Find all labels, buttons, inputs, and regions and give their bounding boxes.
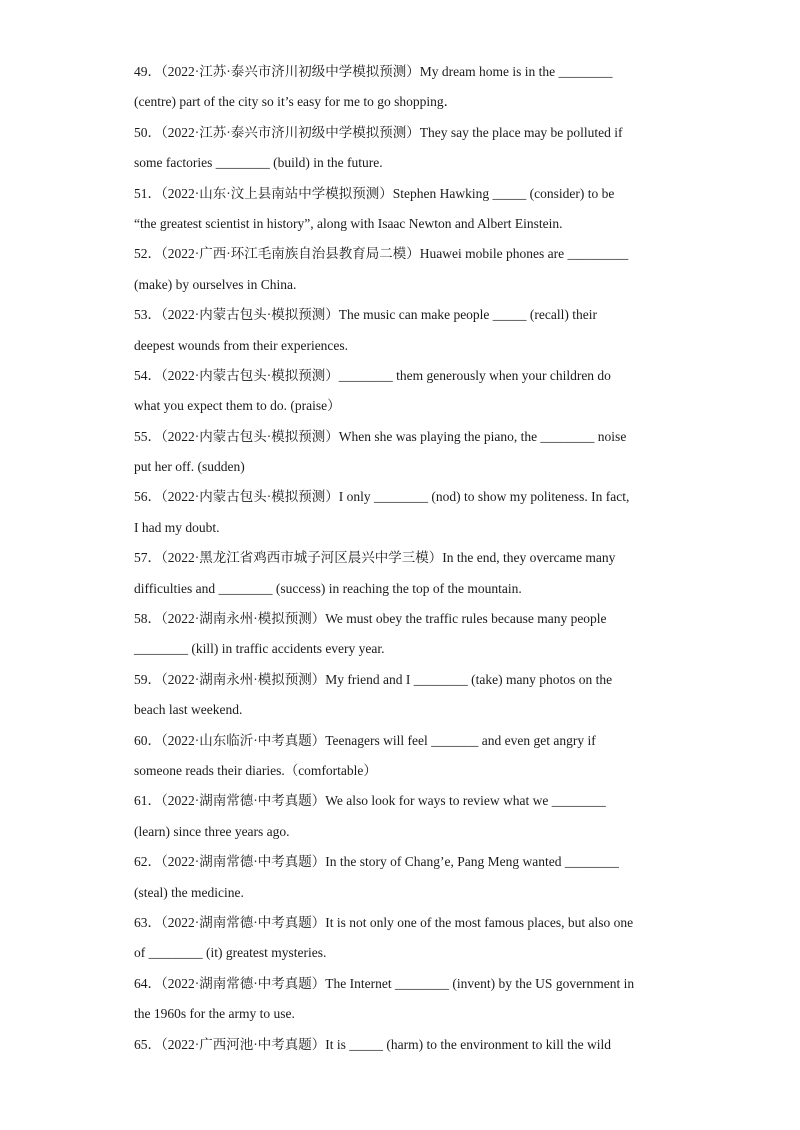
question-continuation-line: put her off. (sudden) <box>134 459 245 475</box>
question-continuation-line: I had my doubt. <box>134 519 220 535</box>
question-continuation-line: of ________ (it) greatest mysteries. <box>134 945 327 961</box>
question-text-line: 51．（2022·山东·汶上县南站中学模拟预测）Stephen Hawking _____ (consider) to be <box>134 185 615 201</box>
question-item <box>134 1030 670 1060</box>
question-text-line: 54．（2022·内蒙古包头·模拟预测）________ them generously when your children do <box>134 367 611 383</box>
question-item <box>134 543 670 604</box>
question-text-line: 55．（2022·内蒙古包头·模拟预测）When she was playing the piano, the ________ noise <box>134 428 627 444</box>
question-text-line: 57．（2022·黑龙江省鸡西市城子河区晨兴中学三模）In the end, they overcame many <box>134 550 616 566</box>
question-text-line: 50．（2022·江苏·泰兴市济川初级中学模拟预测）They say the place may be polluted if <box>134 124 623 140</box>
question-continuation-line: deepest wounds from their experiences. <box>134 337 349 353</box>
question-text-line: 53．（2022·内蒙古包头·模拟预测）The music can make people _____ (recall) their <box>134 307 598 323</box>
question-text-line: 56．（2022·内蒙古包头·模拟预测）I only ________ (nod) to show my politeness. In fact, <box>134 489 630 505</box>
question-item <box>134 239 670 300</box>
question-text-line: 61．（2022·湖南常德·中考真题）We also look for ways to review what we ________ <box>134 793 606 809</box>
question-continuation-line: what you expect them to do. (praise） <box>134 398 341 414</box>
question-text-line: 63．（2022·湖南常德·中考真题）It is not only one of the most famous places, but also one <box>134 914 634 930</box>
question-text-line: 65．（2022·广西河池·中考真题）It is _____ (harm) to the environment to kill the wild <box>134 1036 611 1052</box>
question-continuation-line: (make) by ourselves in China. <box>134 276 297 292</box>
question-item <box>134 847 670 908</box>
question-text-line: 64．（2022·湖南常德·中考真题）The Internet ________ (invent) by the US government in <box>134 975 635 991</box>
question-item <box>134 422 670 483</box>
question-item <box>134 786 670 847</box>
question-item <box>134 482 670 543</box>
question-item <box>134 908 670 969</box>
question-item <box>134 118 670 179</box>
question-text-line: 62．（2022·湖南常德·中考真题）In the story of Chang’e, Pang Meng wanted ________ <box>134 854 619 870</box>
question-item <box>134 57 670 118</box>
question-item <box>134 300 670 361</box>
question-list <box>134 57 670 1060</box>
question-item <box>134 665 670 726</box>
question-text-line: 60．（2022·山东临沂·中考真题）Teenagers will feel _______ and even get angry if <box>134 732 596 748</box>
question-text-line: 49．（2022·江苏·泰兴市济川初级中学模拟预测）My dream home is in the ________ <box>134 64 613 79</box>
question-continuation-line: (steal) the medicine. <box>134 884 244 900</box>
question-text-line: 52．（2022·广西·环江毛南族自治县教育局二模）Huawei mobile phones are _________ <box>134 246 629 262</box>
question-continuation-line: difficulties and ________ (success) in reaching the top of the mountain. <box>134 580 522 596</box>
question-continuation-line: “the greatest scientist in history”, along with Isaac Newton and Albert Einstein. <box>134 215 563 231</box>
question-continuation-line: (learn) since three years ago. <box>134 823 290 839</box>
question-continuation-line: beach last weekend. <box>134 702 243 718</box>
question-item <box>134 179 670 240</box>
question-continuation-line: ________ (kill) in traffic accidents every year. <box>134 641 385 657</box>
question-item <box>134 726 670 787</box>
question-text-line: 59．（2022·湖南永州·模拟预测）My friend and I ________ (take) many photos on the <box>134 671 613 687</box>
question-item <box>134 604 670 665</box>
question-text-line: 58．（2022·湖南永州·模拟预测）We must obey the traffic rules because many people <box>134 611 607 627</box>
question-continuation-line: (centre) part of the city so it’s easy for me to go shopping． <box>134 94 458 110</box>
question-item <box>134 969 670 1030</box>
question-continuation-line: the 1960s for the army to use. <box>134 1006 295 1022</box>
question-continuation-line: some factories ________ (build) in the future. <box>134 155 383 171</box>
question-item <box>134 361 670 422</box>
question-continuation-line: someone reads their diaries.（comfortable） <box>134 762 377 778</box>
